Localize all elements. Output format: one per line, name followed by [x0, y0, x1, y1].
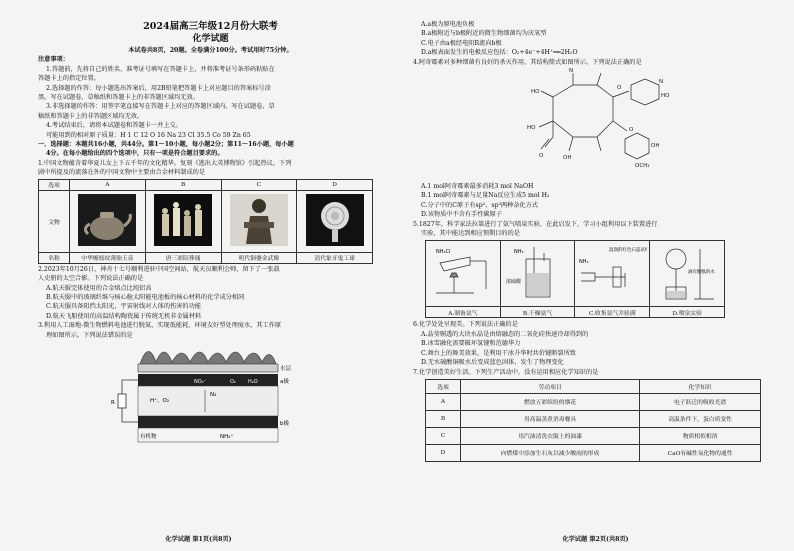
question-7-line: 7.化学创造美好生活。下列生产活动中，没有运用相应化学知识的是 — [413, 368, 599, 376]
svg-text:O: O — [617, 85, 622, 92]
ivory-ball-image — [306, 194, 364, 246]
question-5-line: 5.1827年，科学家法拉第进行了氨气喷泉实验，在此启发下，学习小组利用以下装置进行 — [413, 220, 658, 228]
q4-option-c: C.分子中的C原子有sp²、sp³两种杂化方式 — [421, 201, 539, 209]
label-litmus: 湿润的红色石蕊试纸 — [609, 247, 648, 253]
table-row — [426, 410, 761, 427]
q3-option-d: D.a极表面发生的电极反应包括：O₂+4e⁻+4H⁺══2H₂O — [421, 49, 578, 57]
question-6-line: 6.化学处处呈现美。下列说法正确的是 — [413, 321, 518, 329]
apparatus-caption: C.收集氨气并验满 — [575, 307, 650, 318]
q4-option-b: B.1 mol阿奇霉素与足量Na反应生成5 mol H₂ — [421, 192, 550, 200]
label-h-o2: H⁺、O₂ — [150, 397, 170, 404]
collecting-apparatus — [577, 243, 647, 303]
table-header-cell: 选项 — [426, 379, 461, 393]
table-row-label: 名称 — [39, 252, 70, 263]
page-footer: 化学试题 第2页(共8页) — [562, 536, 629, 543]
q5-apparatus-table — [425, 240, 725, 318]
drying-apparatus — [504, 243, 570, 303]
fountain-apparatus — [654, 243, 720, 303]
table-row — [426, 393, 761, 410]
artifact-name: 中华缠枝纹薄胎玉壶 — [70, 252, 146, 263]
table-cell: 物质相似相溶 — [640, 427, 761, 444]
label-nh4cl: NH₄Cl — [435, 248, 451, 255]
artifact-image-b — [145, 190, 221, 252]
artifact-image-c — [221, 190, 297, 252]
table-header-cell: 化学知识 — [640, 379, 761, 393]
bronze-statue-image — [230, 194, 288, 246]
label-nh4: NH₄⁺ — [220, 433, 234, 440]
tricolor-figures-image — [154, 194, 212, 246]
table-cell: 电子跃迁的吸收光谱 — [640, 393, 761, 410]
label-conc-h2so4: 浓硫酸 — [506, 278, 522, 285]
ammonia-prep-apparatus — [430, 243, 496, 303]
option-d: D.航天飞船使用的高温结构陶瓷属于传统无机非金属材料 — [46, 312, 202, 320]
svg-text:O: O — [539, 153, 544, 160]
note-line: 4.考试结束后，请将本试题卷和答题卡一并上交。 — [46, 122, 182, 130]
azithromycin-structure — [513, 67, 683, 182]
apparatus-d — [650, 241, 725, 307]
q6-option-c: C.舞台上的舞美效果，是利用干冰升华时共价键断裂所致 — [421, 349, 576, 357]
table-cell: 用高温蒸煮消毒餐具 — [461, 410, 640, 427]
page-2 — [397, 0, 794, 551]
q1-artifact-table — [38, 179, 373, 264]
exam-subtitle: 化学试题 — [192, 34, 229, 44]
table-header-cell: D — [297, 179, 373, 190]
artifact-name: 唐三彩陪葬俑 — [145, 252, 221, 263]
table-cell: 燃放五彩缤纷的烟花 — [461, 393, 640, 410]
table-header-cell: C — [221, 179, 297, 190]
question-3-line: 3.利用人工湿地-微生物燃料电池进行脱氮，实现低能耗、环境友好型处理废水，其工作原 — [38, 322, 282, 330]
svg-text:N: N — [659, 79, 664, 86]
resistor — [118, 394, 126, 408]
page-footer: 化学试题 第1页(共8页) — [165, 536, 232, 543]
table-header-cell: 选项 — [39, 179, 70, 190]
question-1-line: 剧中所提及的流落在外的中国文物中主要由合金材料制成的是 — [38, 169, 206, 177]
apparatus-b — [500, 241, 575, 307]
svg-text:OH: OH — [651, 143, 660, 150]
label-phenol-water: 滴有酚酞的水 — [688, 269, 716, 275]
label-resistor: R — [111, 399, 115, 406]
svg-text:HO: HO — [661, 93, 670, 100]
svg-text:OCH₃: OCH₃ — [635, 163, 650, 170]
question-3-line: 理如图所示。下列说法错误的是 — [46, 331, 133, 339]
option-a: A.航天服完体使用的合金熔点比纯铝高 — [46, 284, 152, 292]
q6-option-a: A.晶莹剔透的大块水晶是由熔融态的二氧化硅快速冷却得到的 — [421, 330, 589, 338]
note-line: 3.非选择题的作答：用签字笔直接写在答题卡上对应的答题区域内。写在试题卷、草 — [46, 103, 275, 111]
svg-text:HO: HO — [531, 89, 540, 96]
teapot-image — [78, 194, 136, 246]
notes-heading: 注意事项： — [38, 56, 69, 64]
table-header-cell: 劳动项目 — [461, 379, 640, 393]
table-cell: D — [426, 444, 461, 461]
label-organic: 有机物 — [140, 433, 157, 440]
question-1-line: 1.中国文物蕴含着华夏儿女上下五千年的文化精华。复刻《逃出大英博物馆》引起热议，下列 — [38, 159, 292, 167]
q7-table — [425, 379, 761, 462]
table-cell: 向燃煤中添加生石灰以减少酸雨的形成 — [461, 444, 640, 461]
table-row — [426, 427, 761, 444]
apparatus-a — [426, 241, 501, 307]
svg-text:OH: OH — [563, 155, 572, 162]
note-line: 2.选择题的作答：每小题选出答案后，用2B铅笔把答题卡上对应题目的答案标号涂 — [46, 84, 271, 92]
svg-text:O: O — [629, 127, 634, 134]
note-line: 稿纸和答题卡上的非答题区域均无效。 — [38, 112, 144, 120]
label-nh3-c: NH₃ — [579, 258, 589, 265]
q3-option-a: A.a极为原电池负极 — [421, 21, 475, 28]
option-c: C.航天服具备阻挡太阳光，宇宙射线对人体的伤害的功能 — [46, 303, 201, 311]
note-line: 1.答题前，先将自己的姓名、准考证号填写在答题卡上，并将准考证号条形码粘贴在 — [46, 65, 275, 73]
table-cell: A — [426, 393, 461, 410]
table-cell: B — [426, 410, 461, 427]
artifact-name: 明代铜鎏金武像 — [221, 252, 297, 263]
apparatus-caption: D.喷泉实验 — [650, 307, 725, 318]
svg-text:HO: HO — [527, 125, 536, 132]
label-anode: b极 — [280, 420, 289, 427]
q6-option-b: B.冰雪融化需要破坏氢键和范德华力 — [421, 340, 521, 348]
q4-option-d: D.该物质中不含有手性碳原子 — [421, 211, 502, 219]
table-cell: C — [426, 427, 461, 444]
question-5-line: 实验，其中能达到相应预期目的的是 — [421, 230, 520, 238]
q3-option-b: B.a极附近与b极附近的微生物细菌均为厌氧型 — [421, 30, 547, 38]
svg-text:N: N — [569, 68, 574, 75]
note-line: 答题卡上的指定位置。 — [38, 75, 100, 83]
apparatus-c — [575, 241, 650, 307]
q4-option-a: A.1 mol阿奇霉素最多消耗3 mol NaOH — [421, 183, 534, 191]
label-o2: O₂ — [230, 378, 236, 385]
table-cell: 用汽油清洗衣服上的油漆 — [461, 427, 640, 444]
note-line: 黑。写在试题卷、草稿纸和答题卡上的非答题区域均无效。 — [38, 94, 199, 102]
label-h2o: H₂O — [248, 378, 258, 385]
table-cell: 高温条件下，蛋白质变性 — [640, 410, 761, 427]
label-cathode: a极 — [280, 378, 289, 385]
option-b: B.航天服中的玻璃纤维与核心舱太阳能电池板的核心材料的化学成分相同 — [46, 293, 245, 301]
artifact-image-d — [297, 190, 373, 252]
exam-meta: 本试卷共8页，20题。全卷满分100分。考试用时75分钟。 — [128, 47, 293, 54]
question-2-line: 人史册的太空合影。下列说法正确的是 — [38, 275, 144, 283]
q6-option-d: D.无水硫酸铜吸水后变成蓝色固体，发生了物理变化 — [421, 359, 564, 367]
apparatus-caption: A.制备氨气 — [426, 307, 501, 318]
table-cell: CaO有碱性氧化物的通性 — [640, 444, 761, 461]
artifact-image-a — [70, 190, 146, 252]
table-row — [426, 444, 761, 461]
label-no3: NO₃⁻ — [194, 378, 207, 385]
apparatus-caption: B.干燥氨气 — [500, 307, 575, 318]
table-header-cell: B — [145, 179, 221, 190]
note-line: 可能用到的相对原子质量：H 1 C 12 O 16 Na 23 Cl 35.5 Co 59 Zn 65 — [46, 131, 251, 139]
question-2-line: 2.2023年10月26日，神舟十七号顺利进驻中国空间站，航天员顺利会师，留下了一张载 — [38, 265, 280, 273]
label-water: 水层 — [280, 365, 292, 372]
section-heading: 一、选择题：本题共16小题，共44分。第1～10小题，每小题2分；第11～16小题，每小题 — [38, 141, 294, 149]
wetland-fuel-cell-diagram — [110, 340, 300, 450]
exam-title: 2024届高三年级12月份大联考 — [143, 21, 278, 32]
label-nh3-b: NH₃ — [514, 248, 524, 255]
artifact-name: 清代象牙鬼工球 — [297, 252, 373, 263]
table-header-cell: A — [70, 179, 146, 190]
label-n2: N₂ — [210, 391, 217, 398]
electrode-b — [138, 416, 278, 428]
q3-option-c: C.电子由a极经电阻R流向b极 — [421, 39, 502, 47]
table-row-label: 文物 — [39, 190, 70, 252]
question-4-line: 4.阿奇霉素对多种细菌有良好的杀灭作用，其结构简式如图所示。下列说法正确的是 — [413, 58, 642, 66]
section-heading-cont: 4分。在每小题给出的四个选项中，只有一项是符合题目要求的。 — [46, 150, 224, 158]
